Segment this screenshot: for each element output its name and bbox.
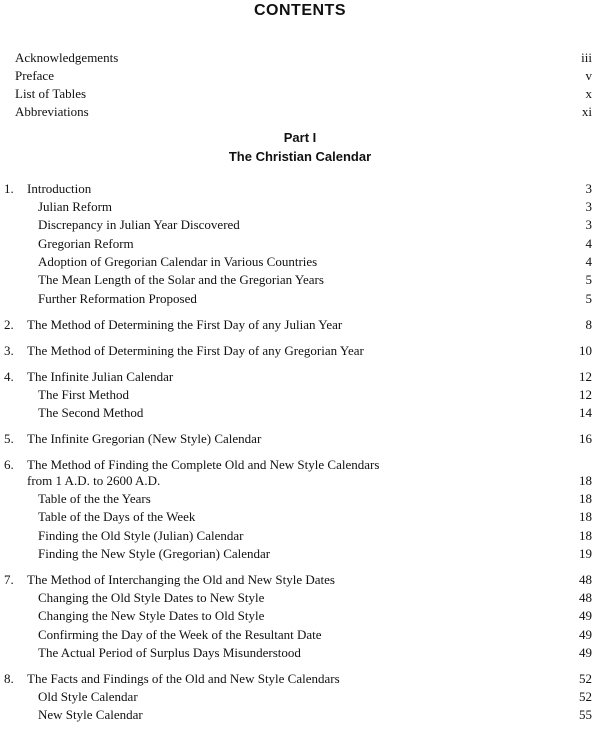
chapter-page: 10 [579, 343, 592, 358]
chapter-number: 3. [4, 343, 14, 358]
section-page: 52 [579, 689, 592, 704]
section-label: Table of the Days of the Week [38, 509, 196, 524]
chapter-page: 52 [579, 671, 592, 686]
section-entry [0, 508, 600, 526]
chapter-title: The Infinite Julian Calendar [27, 369, 174, 384]
chapter-title-continued: from 1 A.D. to 2600 A.D. [27, 473, 161, 488]
section-label: Discrepancy in Julian Year Discovered [38, 217, 240, 232]
chapter-title: The Facts and Findings of the Old and New Style Calendars [27, 671, 340, 686]
section-page: 19 [579, 546, 592, 561]
chapter-page: 8 [585, 317, 592, 332]
section-label: Confirming the Day of the Week of the Resultant Date [38, 627, 322, 642]
section-label: Finding the New Style (Gregorian) Calendar [38, 546, 271, 561]
chapter-title: The Method of Determining the First Day of any Gregorian Year [27, 343, 364, 358]
section-entry [0, 386, 600, 404]
chapter-title: Introduction [27, 181, 92, 196]
chapter-number: 2. [4, 317, 14, 332]
section-label: Old Style Calendar [38, 689, 138, 704]
section-page: 18 [579, 509, 592, 524]
chapter-entry [0, 670, 600, 688]
section-page: 14 [579, 405, 592, 420]
section-entry [0, 290, 600, 308]
section-label: Gregorian Reform [38, 236, 134, 251]
entry-page: iii [581, 50, 592, 65]
section-entry [0, 216, 600, 234]
section-entry [0, 271, 600, 289]
chapter-entry [0, 571, 600, 589]
section-page: 3 [585, 217, 592, 232]
front-matter-item [0, 85, 600, 103]
chapter-page: 3 [585, 181, 592, 196]
section-label: Further Reformation Proposed [38, 291, 197, 306]
chapter-title: The Method of Determining the First Day of any Julian Year [27, 317, 343, 332]
chapter-entry [0, 342, 600, 360]
chapter-title: The Infinite Gregorian (New Style) Calendar [27, 431, 262, 446]
section-entry [0, 404, 600, 422]
front-matter-item [0, 49, 600, 67]
section-label: Julian Reform [38, 199, 113, 214]
chapter-title: The Method of Finding the Complete Old and New Style Calendars [27, 457, 380, 472]
chapter-entry [0, 316, 600, 334]
entry-label: Acknowledgements [15, 50, 119, 65]
entry-page: x [585, 86, 592, 101]
chapter-number: 6. [4, 457, 14, 472]
chapter-page: 16 [579, 431, 592, 446]
section-label: The Actual Period of Surplus Days Misunderstood [38, 645, 301, 660]
chapter-title: The Method of Interchanging the Old and New Style Dates [27, 572, 335, 587]
chapter-page: 48 [579, 572, 592, 587]
section-entry [0, 626, 600, 644]
part-number: Part I [283, 130, 317, 145]
section-page: 49 [579, 645, 592, 660]
entry-label: List of Tables [15, 86, 87, 101]
chapter-entry [0, 368, 600, 386]
section-label: New Style Calendar [38, 707, 143, 722]
page-title: CONTENTS [254, 2, 346, 19]
chapter-entry [0, 180, 600, 198]
section-entry [0, 644, 600, 662]
section-page: 55 [579, 707, 592, 722]
section-page: 4 [585, 254, 592, 269]
entry-page: v [585, 68, 592, 83]
section-label: The First Method [38, 387, 129, 402]
section-entry [0, 706, 600, 724]
section-entry [0, 607, 600, 625]
section-page: 18 [579, 528, 592, 543]
chapter-number: 4. [4, 369, 14, 384]
section-label: Adoption of Gregorian Calendar in Various Countries [38, 254, 318, 269]
section-entry [0, 235, 600, 253]
section-entry [0, 253, 600, 271]
section-label: Finding the Old Style (Julian) Calendar [38, 528, 244, 543]
section-label: The Mean Length of the Solar and the Gregorian Years [38, 272, 324, 287]
chapter-number: 7. [4, 572, 14, 587]
front-matter-item [0, 67, 600, 85]
section-page: 49 [579, 608, 592, 623]
chapter-entry-continued [0, 472, 600, 490]
chapter-entry [0, 430, 600, 448]
section-label: Changing the Old Style Dates to New Style [38, 590, 265, 605]
section-entry [0, 589, 600, 607]
section-entry [0, 527, 600, 545]
entry-label: Abbreviations [15, 104, 89, 119]
chapter-page: 18 [579, 473, 592, 488]
section-page: 49 [579, 627, 592, 642]
section-page: 12 [579, 387, 592, 402]
part-title: The Christian Calendar [228, 149, 372, 164]
section-page: 3 [585, 199, 592, 214]
chapter-page: 12 [579, 369, 592, 384]
section-page: 4 [585, 236, 592, 251]
section-entry [0, 198, 600, 216]
section-entry [0, 490, 600, 508]
front-matter-item [0, 103, 600, 121]
section-label: Changing the New Style Dates to Old Style [38, 608, 265, 623]
section-label: The Second Method [38, 405, 144, 420]
section-page: 48 [579, 590, 592, 605]
section-entry [0, 688, 600, 706]
section-label: Table of the the Years [38, 491, 151, 506]
section-page: 5 [585, 272, 592, 287]
section-entry [0, 545, 600, 563]
entry-page: xi [581, 104, 592, 119]
chapter-number: 8. [4, 671, 14, 686]
entry-label: Preface [15, 68, 54, 83]
chapter-number: 1. [4, 181, 14, 196]
section-page: 18 [579, 491, 592, 506]
chapter-number: 5. [4, 431, 14, 446]
section-page: 5 [585, 291, 592, 306]
